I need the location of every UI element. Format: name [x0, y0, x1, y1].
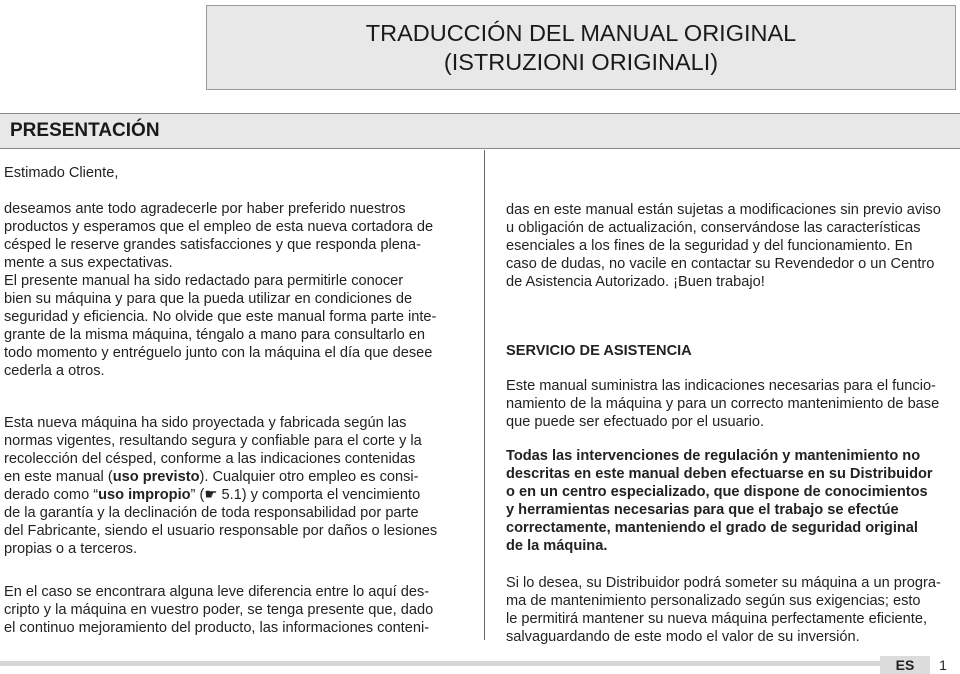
left-para-3: [4, 583, 450, 637]
text-line: esenciales a los fines de la seguridad y del funcionamiento. En: [506, 238, 913, 254]
section-title: PRESENTACIÓN: [10, 120, 160, 141]
text-line: mente a sus expectativas.: [4, 255, 173, 271]
document-title-line2: (ISTRUZIONI ORIGINALI): [443, 49, 719, 75]
language-tag: ES: [880, 656, 930, 674]
text-line: y herramientas necesarias para que el trabajo se efectúe: [506, 502, 899, 518]
text-line: En el caso se encontrara alguna leve diferencia entre lo aquí des-: [4, 584, 430, 600]
right-para-4: [506, 574, 958, 646]
text-line: propias o a terceros.: [4, 541, 138, 557]
text-line: todo momento y entréguelo junto con la máquina el día que desee: [4, 345, 433, 361]
text-line: deseamos ante todo agradecerle por haber preferido nuestros: [4, 201, 406, 217]
text-line: normas vigentes, resultando segura y confiable para el corte y la: [4, 433, 422, 449]
text-line: salvaguardando de este modo el valor de su inversión.: [506, 629, 860, 645]
pointing-hand-icon: ☛: [204, 486, 218, 503]
text-line: seguridad y eficiencia. No olvide que este manual forma parte inte-: [4, 309, 437, 325]
text-line: El presente manual ha sido redactado para permitirle conocer: [4, 273, 404, 289]
left-para-2: [4, 414, 450, 558]
document-title-line1: TRADUCCIÓN DEL MANUAL ORIGINAL: [365, 20, 797, 46]
text-line: el continuo mejoramiento del producto, las informaciones conteni-: [4, 620, 430, 636]
intended-use-term: uso previsto: [112, 469, 200, 485]
footer-rule: [0, 661, 880, 666]
text-line: productos y esperamos que el empleo de esta nueva cortadora de: [4, 219, 434, 235]
text-line: descritas en este manual deben efectuarse en su Distribuidor: [506, 466, 933, 482]
text-line: u obligación de actualización, conservándose las características: [506, 220, 921, 236]
text-line: recolección del césped, conforme a las indicaciones contenidas: [4, 451, 416, 467]
greeting: Estimado Cliente,: [4, 165, 119, 181]
section-header-bar: [0, 113, 960, 149]
improper-use-term: uso impropio: [98, 487, 191, 503]
text-line: cripto y la máquina en vuestro poder, se tenga presente que, dado: [4, 602, 434, 618]
text-line: del Fabricante, siendo el usuario responsable por daños o lesiones: [4, 523, 438, 539]
text-line: grante de la misma máquina, téngalo a mano para consultarlo en: [4, 327, 426, 343]
text-line: que puede ser efectuado por el usuario.: [506, 414, 765, 430]
text-line: Si lo desea, su Distribuidor podrá someter su máquina a un progra-: [506, 575, 941, 591]
text-fragment: en este manual (: [4, 469, 113, 485]
left-para-1: [4, 200, 450, 380]
text-fragment: derado como “: [4, 487, 99, 503]
text-fragment: 5.1) y comporta el vencimiento: [217, 487, 421, 503]
text-line: namiento de la máquina y para un correcto mantenimiento de base: [506, 396, 940, 412]
right-para-3: [506, 447, 958, 555]
text-line: de Asistencia Autorizado. ¡Buen trabajo!: [506, 274, 765, 290]
text-fragment: ). Cualquier otro empleo es consi-: [199, 469, 419, 485]
text-line: das en este manual están sujetas a modificaciones sin previo aviso: [506, 202, 941, 218]
text-line: [4, 486, 450, 504]
text-line: ma de mantenimiento personalizado según sus exigencias; esto: [506, 593, 921, 609]
text-line: Todas las intervenciones de regulación y mantenimiento no: [506, 448, 921, 464]
text-line: caso de dudas, no vacile en contactar su Revendedor o un Centro: [506, 256, 935, 272]
text-line: de la garantía y la declinación de toda responsabilidad por parte: [4, 505, 419, 521]
service-heading: SERVICIO DE ASISTENCIA: [506, 343, 692, 359]
text-line: correctamente, manteniendo el grado de seguridad original: [506, 520, 918, 536]
text-line: césped le reserve grandes satisfacciones y que responda plena-: [4, 237, 421, 253]
left-column: [4, 164, 450, 182]
page-number: 1: [939, 657, 947, 673]
right-para-2: [506, 377, 958, 431]
text-line: bien su máquina y para que la pueda utilizar en condiciones de: [4, 291, 413, 307]
text-line: o en un centro especializado, que dispone de conocimientos: [506, 484, 928, 500]
text-line: le permitirá mantener su nueva máquina perfectamente eficiente,: [506, 611, 928, 627]
text-line: cederla a otros.: [4, 363, 105, 379]
document-title-box: [206, 5, 956, 90]
text-line: Esta nueva máquina ha sido proyectada y fabricada según las: [4, 415, 407, 431]
column-divider: [484, 150, 485, 640]
text-line: [4, 468, 450, 486]
text-fragment: ” (: [190, 487, 205, 503]
text-line: de la máquina.: [506, 538, 608, 554]
right-para-1: [506, 201, 958, 291]
text-line: Este manual suministra las indicaciones necesarias para el funcio-: [506, 378, 936, 394]
